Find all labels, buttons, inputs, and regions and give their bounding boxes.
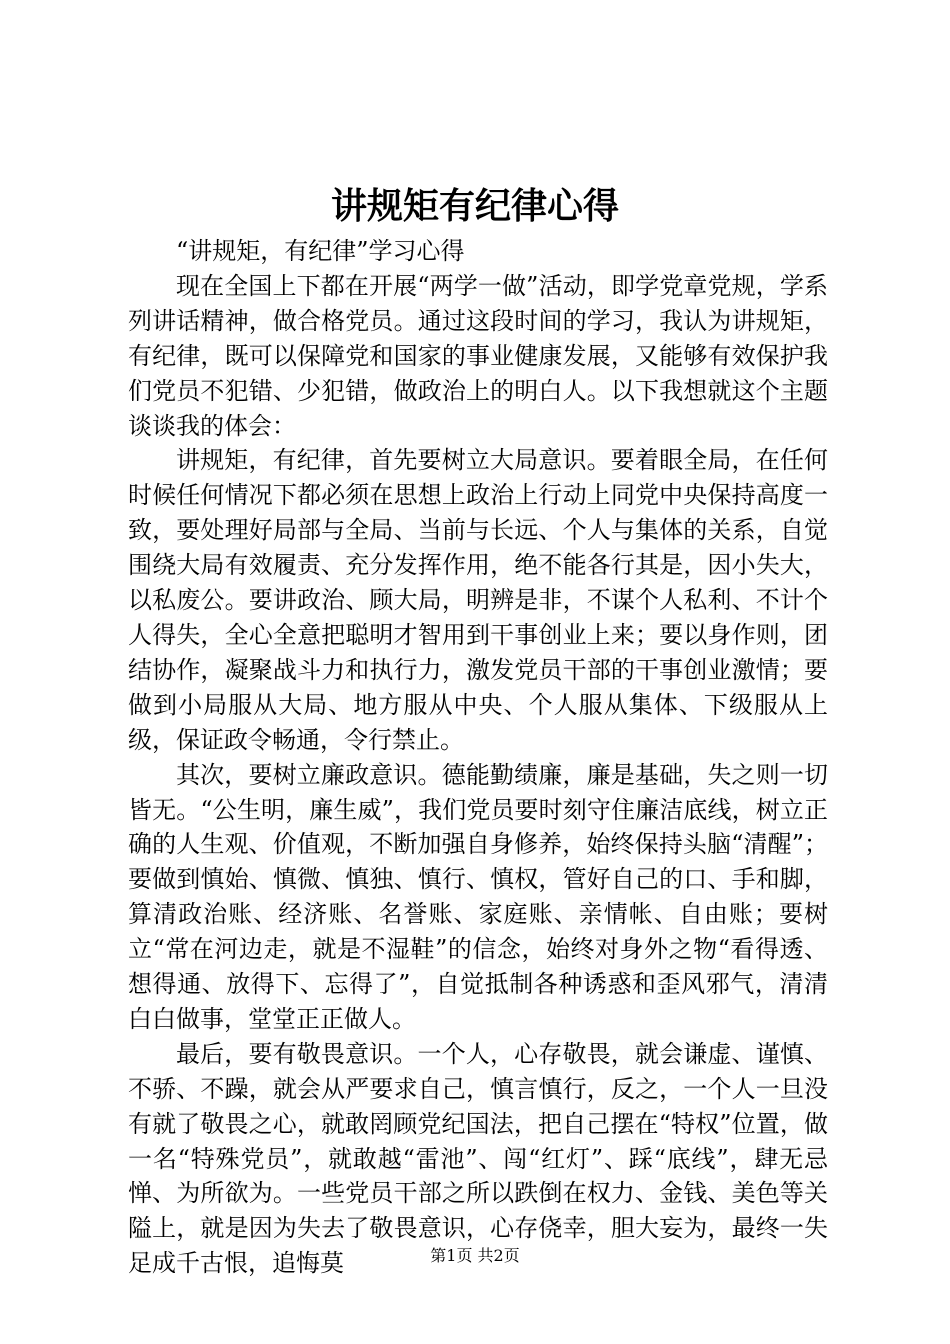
document-subtitle: “讲规矩，有纪律”学习心得	[176, 237, 465, 265]
page-footer: 第1页 共2页	[430, 1246, 520, 1265]
paragraph-intro: 现在全国上下都在开展“两学一做”活动，即学党章党规，学系列讲话精神，做合格党员。通过这段时间的学习，我认为讲规矩，有纪律，既可以保障党和国家的事业健康发展，又能够有效保护我们党员不犯错、少犯错，做政治上的明白人。以下我想就这个主题谈谈我的体会：	[128, 271, 828, 440]
document-body	[128, 234, 828, 1281]
document-title: 讲规矩有纪律心得	[330, 186, 619, 227]
paragraph-reverence-awareness: 最后，要有敬畏意识。一个人，心存敬畏，就会谦虚、谨慎、不骄、不躁，就会从严要求自己，慎言慎行，反之，一个人一旦没有就了敬畏之心，就敢罔顾党纪国法，把自己摆在“特权”位置，做一名“特殊党员”，就敢越“雷池”、闯“红灯”、踩“底线”，肆无忌惮、为所欲为。一些党员干部之所以跌倒在权力、金钱、美色等关隘上，就是因为失去了敬畏意识，心存侥幸，胆大妄为，最终一失足成千古恨，追悔莫	[128, 1039, 828, 1278]
paragraph-overall-awareness: 讲规矩，有纪律，首先要树立大局意识。要着眼全局，在任何时候任何情况下都必须在思想上政治上行动上同党中央保持高度一致，要处理好局部与全局、当前与长远、个人与集体的关系，自觉围绕大局有效履责、充分发挥作用，绝不能各行其是，因小失大，以私废公。要讲政治、顾大局，明辨是非，不谋个人私利、不计个人得失，全心全意把聪明才智用到干事创业上来；要以身作则，团结协作，凝聚战斗力和执行力，激发党员干部的干事创业激情；要做到小局服从大局、地方服从中央、个人服从集体、下级服从上级，保证政令畅通，令行禁止。	[128, 446, 828, 754]
paragraph-integrity-awareness: 其次，要树立廉政意识。德能勤绩廉，廉是基础，失之则一切皆无。“公生明，廉生威”，我们党员要时刻守住廉洁底线，树立正确的人生观、价值观，不断加强自身修养，始终保持头脑“清醒”；要做到慎始、慎微、慎独、慎行、慎权，管好自己的口、手和脚，算清政治账、经济账、名誉账、家庭账、亲情帐、自由账；要树立“常在河边走，就是不湿鞋”的信念，始终对身外之物“看得透、想得通、放得下、忘得了”，自觉抵制各种诱惑和歪风邪气，清清白白做事，堂堂正正做人。	[128, 760, 828, 1033]
